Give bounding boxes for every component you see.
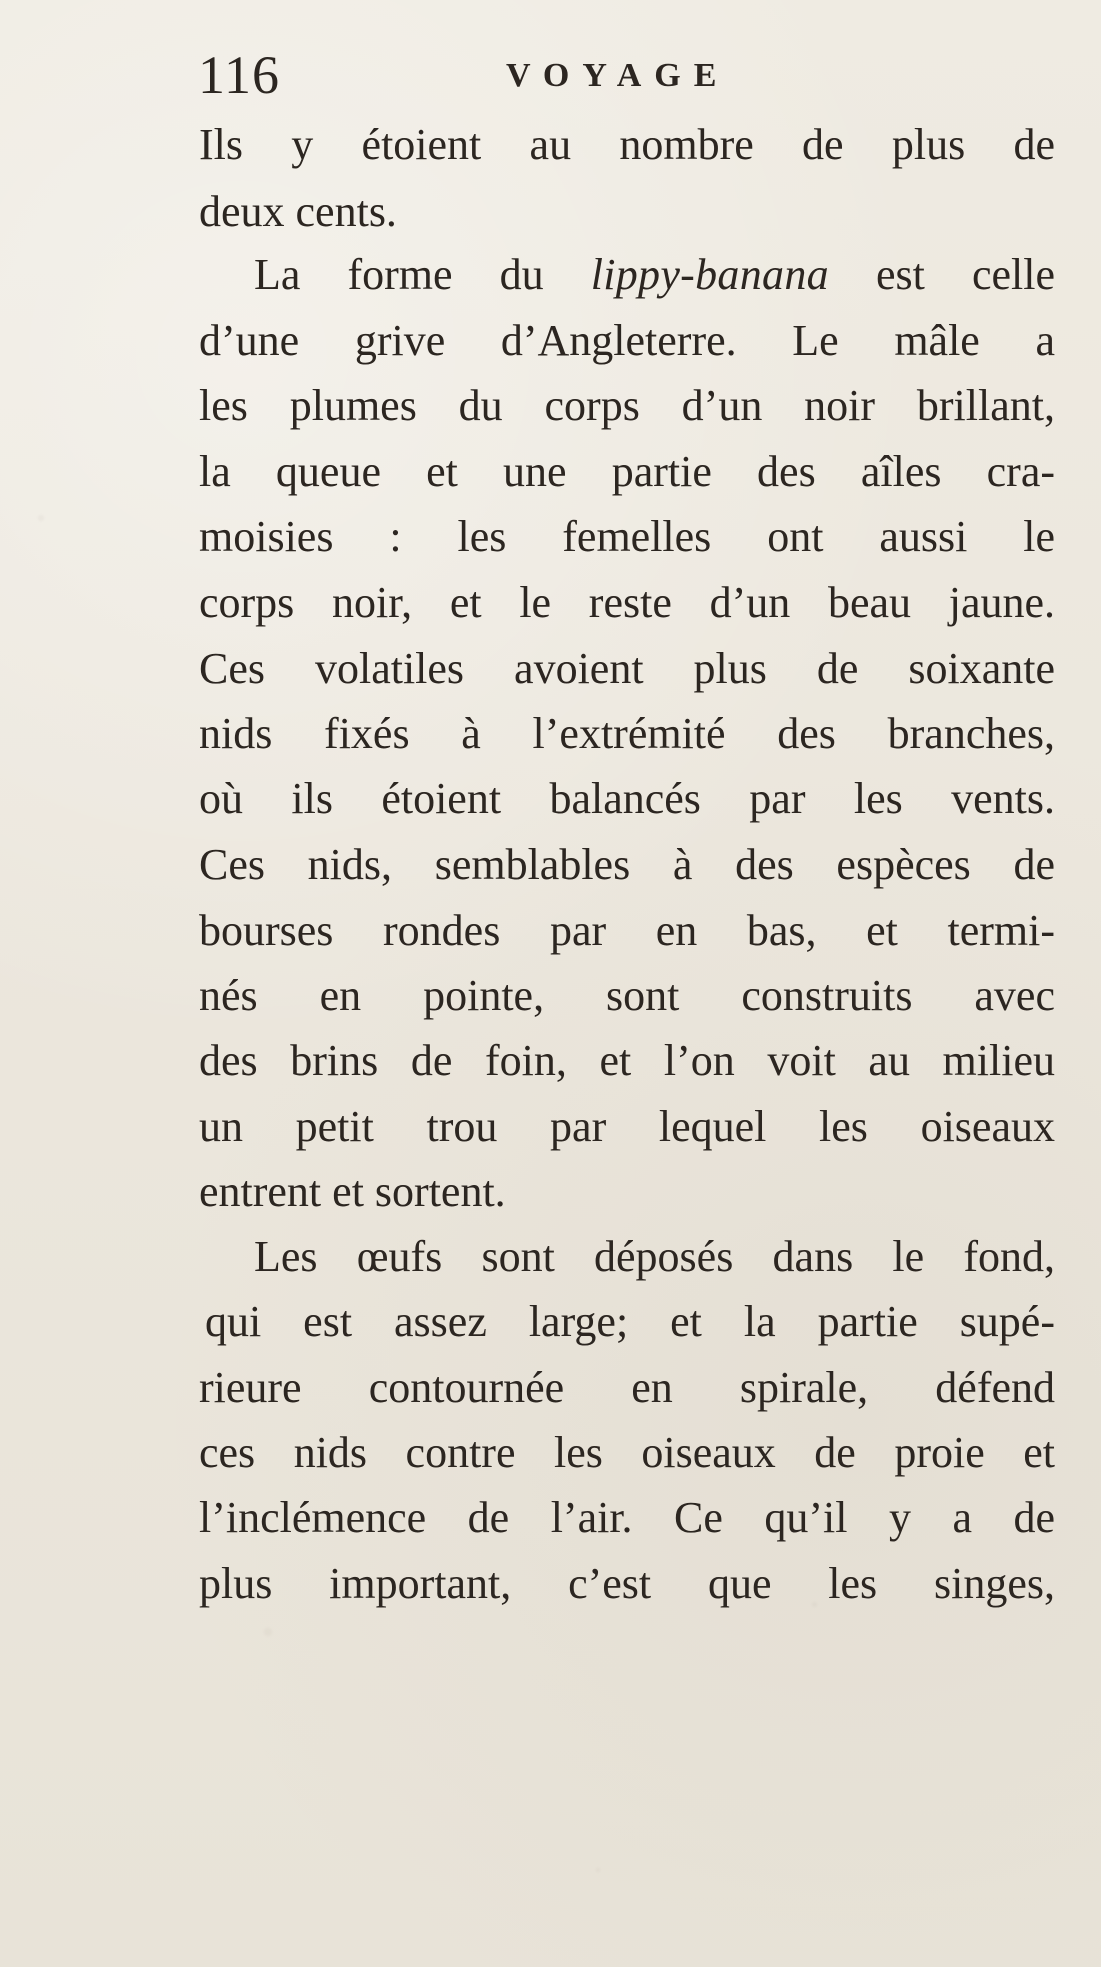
text-line: corps noir, et le reste d’un beau jaune. <box>199 578 1055 627</box>
text-line: moisies : les femelles ont aussi le <box>199 512 1055 561</box>
text-line: Ils y étoient au nombre de plus de <box>199 120 1055 169</box>
paper-spot <box>38 515 44 521</box>
text-line: qui est assez large; et la partie supé- <box>205 1297 1055 1346</box>
text-line: l’inclémence de l’air. Ce qu’il y a de <box>199 1493 1055 1542</box>
text-fragment: La forme du <box>254 250 591 299</box>
text-line: nids fixés à l’extrémité des branches, <box>199 709 1055 758</box>
italic-term: lippy-banana <box>590 250 829 299</box>
text-line: ces nids contre les oiseaux de proie et <box>199 1428 1055 1477</box>
text-line: rieure contournée en spirale, défend <box>199 1363 1055 1412</box>
text-line: la queue et une partie des aîles cra- <box>199 447 1055 496</box>
text-line: Les œufs sont déposés dans le fond, <box>254 1232 1055 1281</box>
running-title: VOYAGE <box>506 57 730 94</box>
text-fragment: est celle <box>828 250 1056 299</box>
text-line: Ces nids, semblables à des espèces de <box>199 840 1055 889</box>
text-line: plus important, c’est que les singes, <box>199 1559 1055 1608</box>
paper-spot <box>596 1868 600 1872</box>
text-line: des brins de foin, et l’on voit au milieu <box>199 1036 1055 1085</box>
page-number: 116 <box>198 45 280 105</box>
text-line: Ces volatiles avoient plus de soixante <box>199 644 1055 693</box>
text-line: nés en pointe, sont construits avec <box>199 971 1055 1020</box>
text-line: où ils étoient balancés par les vents. <box>199 774 1055 823</box>
text-line: d’une grive d’Angleterre. Le mâle a <box>199 316 1055 365</box>
text-line: entrent et sortent. <box>199 1167 506 1216</box>
running-head <box>198 44 798 106</box>
paper-spot <box>264 1628 272 1636</box>
text-line-with-italic-term <box>254 246 1055 304</box>
text-line: bourses rondes par en bas, et termi- <box>199 906 1055 955</box>
text-line: les plumes du corps d’un noir brillant, <box>199 381 1055 430</box>
text-line: un petit trou par lequel les oiseaux <box>199 1102 1055 1151</box>
text-line: deux cents. <box>199 187 397 236</box>
